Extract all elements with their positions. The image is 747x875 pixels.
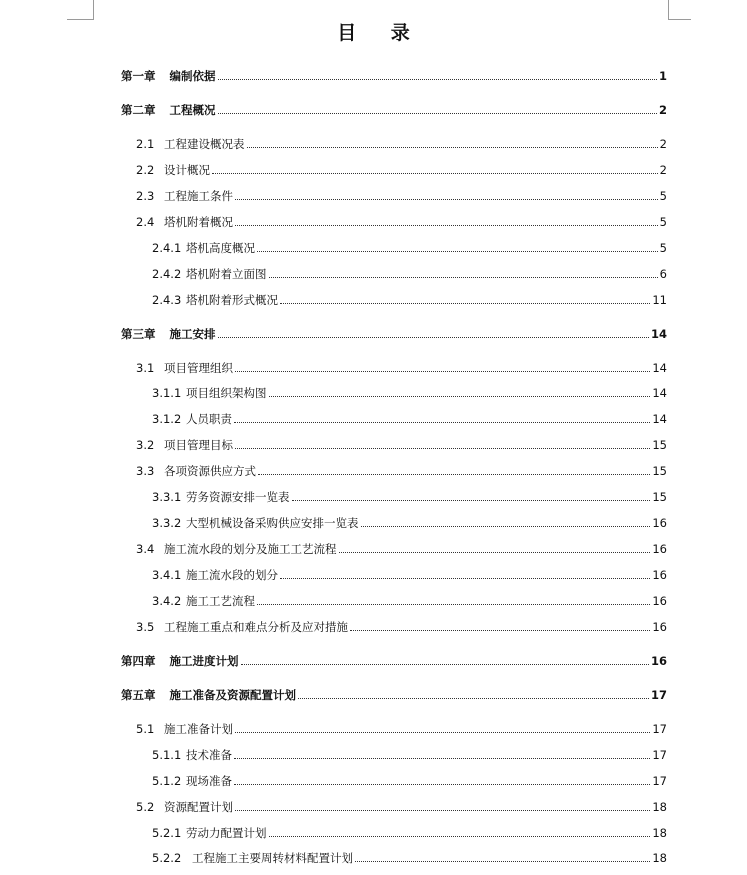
toc-entry-page-number: 17 (650, 688, 667, 702)
toc-entry[interactable] (152, 237, 667, 255)
toc-entry-page-number: 1 (658, 69, 667, 83)
toc-entry-title: 工程施工条件 (164, 189, 233, 203)
toc-entry-title: 塔机附着立面图 (186, 267, 267, 281)
toc-entry-title: 施工准备计划 (164, 722, 233, 736)
toc-entry-title: 塔机附着形式概况 (186, 293, 278, 307)
toc-entry-page-number: 14 (650, 327, 667, 341)
toc-entry[interactable] (121, 684, 667, 702)
toc-dot-leader (257, 604, 650, 605)
toc-entry[interactable] (121, 99, 667, 117)
toc-entry-title: 现场准备 (186, 774, 232, 788)
toc-entry-title: 编制依据 (169, 69, 216, 83)
toc-entry[interactable] (136, 133, 667, 151)
toc-entry-page-number: 15 (652, 464, 667, 478)
toc-dot-leader (339, 552, 651, 553)
toc-entry-number: 5.2.1 (152, 826, 182, 840)
toc-entry-number: 第五章 (121, 688, 156, 702)
toc-entry-page-number: 18 (652, 851, 667, 865)
toc-entry[interactable] (136, 185, 667, 203)
toc-entry-page-number: 5 (659, 189, 667, 203)
toc-dot-leader (234, 422, 650, 423)
toc-entry[interactable] (152, 486, 667, 504)
toc-entry-number: 第一章 (121, 69, 156, 83)
toc-entry-number: 3.4 (136, 542, 155, 556)
toc-entry-title: 技术准备 (186, 748, 232, 762)
toc-entry-title: 塔机附着概况 (164, 215, 233, 229)
toc-entry[interactable] (136, 616, 667, 634)
toc-entry-title: 项目组织架构图 (186, 386, 267, 400)
toc-entry-number: 3.4.1 (152, 568, 182, 582)
toc-entry-title: 工程施工主要周转材料配置计划 (192, 851, 353, 865)
toc-entry-page-number: 16 (652, 542, 667, 556)
toc-entry[interactable] (152, 847, 667, 865)
toc-entry-title: 项目管理组织 (164, 361, 233, 375)
toc-entry-number: 5.1.2 (152, 774, 182, 788)
toc-entry-page-number: 11 (652, 293, 667, 307)
toc-entry-page-number: 16 (652, 594, 667, 608)
toc-entry-number: 3.4.2 (152, 594, 182, 608)
toc-entry[interactable] (136, 796, 667, 814)
toc-dot-leader (218, 79, 657, 80)
toc-entry-page-number: 5 (659, 215, 667, 229)
toc-entry-page-number: 15 (652, 438, 667, 452)
toc-dot-leader (235, 732, 650, 733)
toc-entry-page-number: 2 (658, 103, 667, 117)
toc-dot-leader (235, 448, 650, 449)
toc-entry-page-number: 2 (659, 137, 667, 151)
toc-entry-page-number: 16 (652, 568, 667, 582)
toc-entry-number: 3.3 (136, 464, 155, 478)
toc-entry-page-number: 18 (652, 800, 667, 814)
toc-entry-title: 大型机械设备采购供应安排一览表 (186, 516, 359, 530)
toc-dot-leader (280, 578, 650, 579)
toc-entry-number: 3.3.1 (152, 490, 182, 504)
toc-entry-number: 2.4 (136, 215, 155, 229)
toc-entry-page-number: 6 (659, 267, 667, 281)
toc-entry-number: 3.2 (136, 438, 155, 452)
toc-dot-leader (269, 396, 651, 397)
toc-entry-number: 第三章 (121, 327, 156, 341)
toc-entry-title: 工程概况 (169, 103, 216, 117)
toc-entry-page-number: 2 (659, 163, 667, 177)
toc-entry[interactable] (152, 263, 667, 281)
toc-entry-number: 3.5 (136, 620, 155, 634)
toc-entry-title: 施工工艺流程 (186, 594, 255, 608)
toc-dot-leader (212, 173, 658, 174)
toc-entry[interactable] (152, 770, 667, 788)
toc-entry-title: 塔机高度概况 (186, 241, 255, 255)
toc-entry-page-number: 17 (652, 748, 667, 762)
toc-entry-title: 施工安排 (169, 327, 216, 341)
toc-entry-number: 3.1.1 (152, 386, 182, 400)
toc-entry[interactable] (152, 822, 667, 840)
toc-dot-leader (247, 147, 658, 148)
toc-dot-leader (218, 113, 657, 114)
toc-entry[interactable] (152, 564, 667, 582)
toc-dot-leader (218, 337, 649, 338)
toc-dot-leader (235, 371, 650, 372)
toc-entry-title: 施工进度计划 (169, 654, 239, 668)
toc-entry-number: 2.1 (136, 137, 155, 151)
toc-entry-title: 劳务资源安排一览表 (186, 490, 290, 504)
toc-entry-page-number: 14 (652, 386, 667, 400)
toc-entry-number: 5.1 (136, 722, 155, 736)
toc-entry[interactable] (121, 650, 667, 668)
toc-dot-leader (234, 758, 650, 759)
toc-entry-title: 工程施工重点和难点分析及应对措施 (164, 620, 348, 634)
toc-entry[interactable] (136, 159, 667, 177)
toc-entry[interactable] (121, 65, 667, 83)
toc-entry[interactable] (152, 408, 667, 426)
toc-entry-page-number: 16 (652, 516, 667, 530)
toc-entry-number: 2.4.3 (152, 293, 182, 307)
toc-dot-leader (235, 199, 658, 200)
toc-entry-page-number: 16 (652, 620, 667, 634)
toc-entry-title: 施工准备及资源配置计划 (169, 688, 296, 702)
toc-entry[interactable] (152, 744, 667, 762)
toc-dot-leader (269, 277, 658, 278)
toc-dot-leader (235, 810, 650, 811)
toc-dot-leader (269, 836, 651, 837)
toc-entry-number: 5.2.2 (152, 851, 182, 865)
toc-entry[interactable] (136, 211, 667, 229)
toc-entry-page-number: 14 (652, 361, 667, 375)
toc-entry-number: 第二章 (121, 103, 156, 117)
toc-dot-leader (234, 784, 650, 785)
toc-entry-page-number: 16 (650, 654, 667, 668)
toc-entry-number: 2.4.1 (152, 241, 182, 255)
toc-dot-leader (298, 698, 649, 699)
toc-dot-leader (355, 861, 650, 862)
toc-dot-leader (361, 526, 651, 527)
toc-entry-number: 2.4.2 (152, 267, 182, 281)
toc-entry-page-number: 18 (652, 826, 667, 840)
toc-entry[interactable] (152, 590, 667, 608)
toc-entry-title: 施工流水段的划分及施工工艺流程 (164, 542, 337, 556)
toc-entry-number: 3.1.2 (152, 412, 182, 426)
toc-entry-page-number: 5 (659, 241, 667, 255)
toc-dot-leader (280, 303, 650, 304)
toc-dot-leader (235, 225, 658, 226)
toc-entry[interactable] (136, 357, 667, 375)
toc-entry-number: 2.2 (136, 163, 155, 177)
toc-entry-title: 人员职责 (186, 412, 232, 426)
toc-entry-number: 第四章 (121, 654, 156, 668)
toc-entry-title: 设计概况 (164, 163, 210, 177)
toc-dot-leader (350, 630, 650, 631)
toc-entry[interactable] (136, 434, 667, 452)
toc-entry-number: 3.1 (136, 361, 155, 375)
toc-entry[interactable] (152, 289, 667, 307)
toc-entry-number: 5.1.1 (152, 748, 182, 762)
toc-entry-page-number: 17 (652, 722, 667, 736)
toc-entry[interactable] (136, 460, 667, 478)
toc-dot-leader (241, 664, 649, 665)
toc-entry[interactable] (121, 323, 667, 341)
toc-dot-leader (258, 474, 650, 475)
toc-entry-title: 劳动力配置计划 (186, 826, 267, 840)
toc-entry-number: 5.2 (136, 800, 155, 814)
toc-entry-title: 各项资源供应方式 (164, 464, 256, 478)
toc-entry-title: 资源配置计划 (164, 800, 233, 814)
toc-entry[interactable] (152, 382, 667, 400)
toc-title: 目 录 (337, 22, 424, 44)
toc-entry-page-number: 17 (652, 774, 667, 788)
toc-entry-title: 施工流水段的划分 (186, 568, 278, 582)
toc-entry-page-number: 14 (652, 412, 667, 426)
toc-entry-number: 3.3.2 (152, 516, 182, 530)
toc-dot-leader (292, 500, 651, 501)
toc-entry[interactable] (152, 512, 667, 530)
toc-dot-leader (257, 251, 658, 252)
toc-entry-number: 2.3 (136, 189, 155, 203)
toc-entry-page-number: 15 (652, 490, 667, 504)
toc-entry[interactable] (136, 718, 667, 736)
toc-entry-title: 项目管理目标 (164, 438, 233, 452)
toc-entry-title: 工程建设概况表 (164, 137, 245, 151)
toc-entry[interactable] (136, 538, 667, 556)
